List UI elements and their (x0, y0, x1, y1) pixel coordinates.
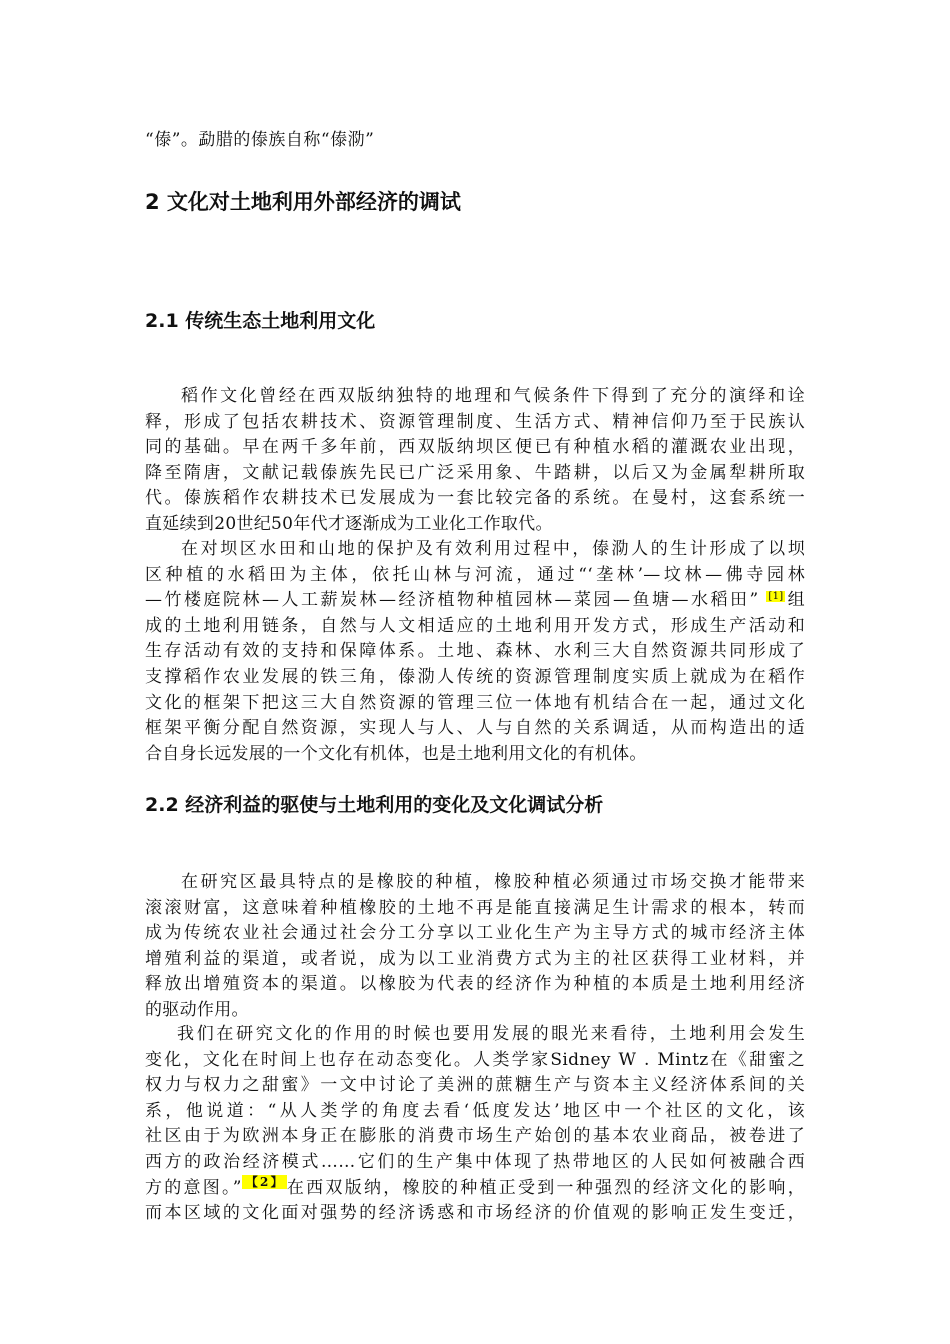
paragraph-line: 区种植的水稻田为主体，依托山林与河流，通过“‘垄林’—坟林—佛寺园林 (145, 564, 805, 585)
paragraph-line: 系，他说道：“从人类学的角度去看‘低度发达’地区中一个社区的文化，该 (145, 1100, 805, 1121)
paragraph-line: 支撑稻作农业发展的铁三角，傣泐人传统的资源管理制度实质上就成为在稻作 (145, 666, 805, 687)
paragraph-line: 西方的政治经济模式……它们的生产集中体现了热带地区的人民如何被融合西 (145, 1151, 805, 1172)
line-text: 在西双版纳，橡胶的种植正受到一种强烈的经济文化的影响， (286, 1177, 805, 1198)
paragraph-line: 成为传统农业社会通过社会分工分享以工业化生产为主导方式的城市经济主体 (145, 923, 805, 944)
paragraph-line: 同的基础。早在两千多年前，西双版纳坝区便已有种植水稻的灌溉农业出现， (145, 437, 805, 458)
citation-ref-2: 【2】 (243, 1174, 285, 1189)
section-heading-2-2: 2.2 经济利益的驱使与土地利用的变化及文化调试分析 (145, 794, 604, 816)
paragraph-1 (145, 384, 805, 538)
paragraph-line: 框架平衡分配自然资源，实现人与人、人与自然的关系调适，从而构造出的适 (145, 718, 805, 739)
paragraph-line: 稻作文化曾经在西双版纳独特的地理和气候条件下得到了充分的演绎和诠 (181, 386, 805, 406)
paragraph-line: 直延续到20世纪50年代才逐渐成为工业化工作取代。 (145, 513, 553, 534)
line-text: 方的意图。” (145, 1177, 242, 1198)
paragraph-line: 我们在研究文化的作用的时候也要用发展的眼光来看待，土地利用会发生 (177, 1024, 805, 1044)
line-text: 组 (785, 590, 805, 611)
paragraph-4 (145, 1022, 805, 1227)
section-heading-2: 2 文化对土地利用外部经济的调试 (145, 190, 461, 214)
paragraph-2 (145, 537, 805, 767)
paragraph-line: 而本区域的文化面对强势的经济诱惑和市场经济的价值观的影响正发生变迁， (145, 1203, 805, 1224)
paragraph-line: 文化的框架下把这三大自然资源的管理三位一体地有机结合在一起，通过文化 (145, 692, 805, 713)
paragraph-3 (145, 870, 805, 1024)
section-heading-2-1: 2.1 传统生态土地利用文化 (145, 310, 376, 332)
paragraph-line: 降至隋唐，文献记载傣族先民已广泛采用象、牛踏耕，以后又为金属犁耕所取 (145, 462, 805, 483)
continuation-line: “傣”。勐腊的傣族自称“傣泐” (145, 130, 375, 150)
paragraph-line: 权力与权力之甜蜜》一文中讨论了美洲的蔗糖生产与资本主义经济体系间的关 (145, 1075, 805, 1096)
paragraph-line: 增殖利益的渠道，或者说，成为以工业消费方式为主的社区获得工业材料，并 (145, 948, 805, 969)
paragraph-line: 生存活动有效的支持和保障体系。土地、森林、水利三大自然资源共同形成了 (145, 641, 805, 662)
paragraph-line: 在研究区最具特点的是橡胶的种植，橡胶种植必须通过市场交换才能带来 (181, 872, 805, 892)
paragraph-line: 的驱动作用。 (145, 999, 249, 1020)
paragraph-line: 成的土地利用链条，自然与人文相适应的土地利用开发方式，形成生产活动和 (145, 615, 805, 636)
paragraph-line: 滚滚财富，这意味着种植橡胶的土地不再是能直接满足生计需求的根本，转而 (145, 897, 805, 918)
paragraph-line: 变化，文化在时间上也存在动态变化。人类学家Sidney W . Mintz在《甜蜜之 (145, 1049, 805, 1070)
paragraph-line: 社区由于为欧洲本身正在膨胀的消费市场生产始创的基本农业商品，被卷进了 (145, 1126, 805, 1147)
paragraph-line: 释放出增殖资本的渠道。以橡胶为代表的经济作为种植的本质是土地利用经济 (145, 974, 805, 995)
paragraph-line: 在对坝区水田和山地的保护及有效利用过程中，傣泐人的生计形成了以坝 (181, 539, 805, 559)
paragraph-line: 代。傣族稻作农耕技术已发展成为一套比较完备的系统。在曼村，这套系统一 (145, 488, 805, 509)
paragraph-line: 释，形成了包括农耕技术、资源管理制度、生活方式、精神信仰乃至于民族认 (145, 411, 805, 432)
paragraph-line-with-citation (145, 1176, 805, 1202)
paragraph-line: 合自身长远发展的一个文化有机体，也是土地利用文化的有机体。 (145, 743, 647, 764)
citation-ref-1: [1] (768, 590, 784, 602)
paragraph-line-with-citation (145, 588, 805, 614)
line-text: —竹楼庭院林—人工薪炭林—经济植物种植园林—菜园—鱼塘—水稻田” (145, 590, 759, 611)
